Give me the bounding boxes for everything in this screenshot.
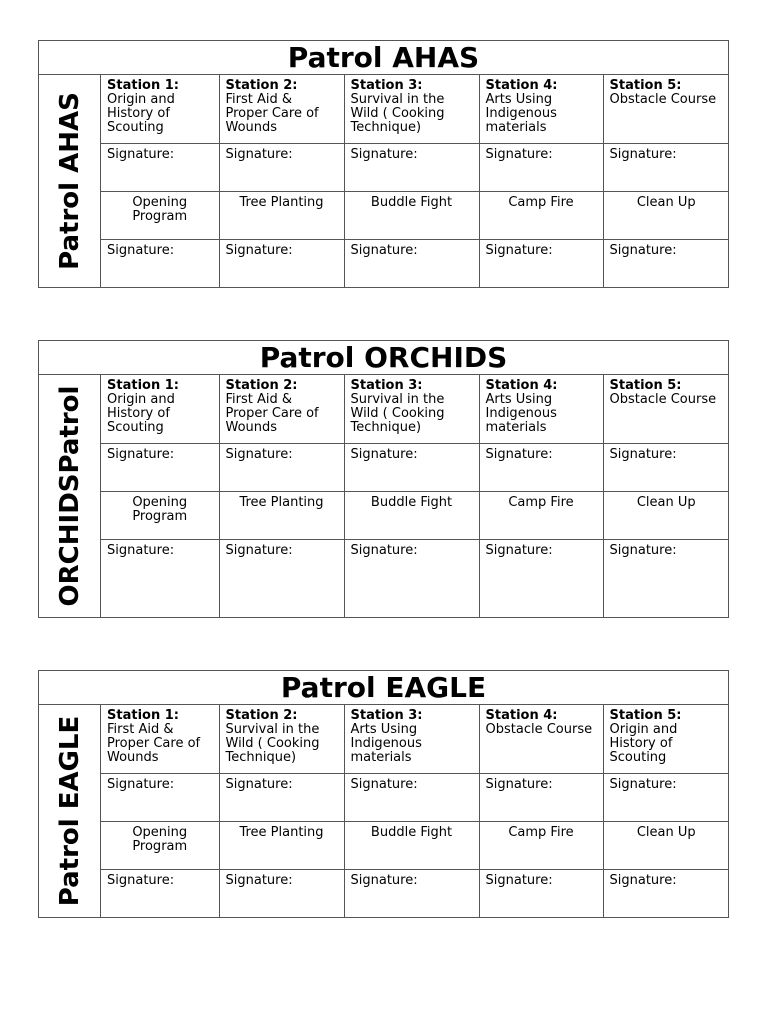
signature-cell[interactable]: [344, 239, 479, 287]
station-label: Station 3:: [350, 78, 423, 93]
signature-label: Signature:: [225, 146, 293, 162]
signature-cell[interactable]: [101, 869, 219, 917]
station-cell: [603, 375, 729, 443]
station-label: Station 1:: [107, 78, 179, 93]
signature-cell[interactable]: [479, 869, 603, 917]
station-name: Origin and History of Scouting: [107, 92, 175, 135]
station-cell: [479, 705, 603, 773]
station-name: Obstacle Course: [609, 392, 717, 407]
signature-cell[interactable]: [344, 773, 479, 821]
station-name: Arts Using Indigenous materials: [350, 722, 422, 765]
activity-cell: [219, 491, 344, 539]
patrol-body: [39, 75, 728, 287]
station-cell: [603, 75, 729, 143]
station-name: Survival in the Wild ( Cooking Technique): [225, 722, 320, 765]
station-name: First Aid & Proper Care of Wounds: [225, 92, 319, 135]
patrol-title: Patrol EAGLE: [39, 671, 728, 705]
patrol-card: [38, 340, 729, 618]
signature-cell[interactable]: [344, 869, 479, 917]
signature-label: Signature:: [350, 542, 418, 558]
activity-name: Camp Fire: [508, 494, 574, 510]
signature-cell[interactable]: [101, 143, 219, 191]
signature-cell[interactable]: [479, 539, 603, 617]
side-label-text: Patrol EAGLE: [54, 715, 85, 907]
station-label: Station 3:: [350, 708, 423, 723]
station-label: Station 2:: [225, 708, 298, 723]
signature-cell[interactable]: [219, 443, 344, 491]
signature-label: Signature:: [609, 146, 677, 162]
patrol-title: Patrol AHAS: [39, 41, 728, 75]
signature-label: Signature:: [609, 446, 677, 462]
station-name: First Aid & Proper Care of Wounds: [107, 722, 201, 765]
signature-cell[interactable]: [101, 443, 219, 491]
patrol-side-label: [39, 375, 101, 617]
station-cell: [479, 75, 603, 143]
signature-label: Signature:: [485, 446, 553, 462]
station-label: Station 2:: [225, 78, 298, 93]
activity-cell: [603, 191, 729, 239]
patrol-side-label: [39, 75, 101, 287]
activity-name: Buddle Fight: [370, 494, 453, 510]
activity-name: Camp Fire: [508, 194, 574, 210]
signature-cell[interactable]: [603, 869, 729, 917]
station-table: [101, 705, 729, 917]
signature-cell[interactable]: [479, 143, 603, 191]
signature-label: Signature:: [107, 446, 175, 462]
activity-name: Opening Program: [132, 824, 188, 854]
signature-cell[interactable]: [344, 443, 479, 491]
signature-label: Signature:: [350, 242, 418, 258]
station-name: Origin and History of Scouting: [609, 722, 678, 765]
signature-cell[interactable]: [344, 539, 479, 617]
station-name: Arts Using Indigenous materials: [485, 92, 557, 135]
station-label: Station 5:: [609, 378, 682, 393]
station-label: Station 3:: [350, 378, 423, 393]
activity-name: Tree Planting: [239, 494, 324, 510]
station-table: [101, 375, 729, 617]
activity-name: Camp Fire: [508, 824, 574, 840]
station-cell: [344, 75, 479, 143]
signature-label: Signature:: [225, 446, 293, 462]
activity-name: Clean Up: [636, 194, 696, 210]
signature-label: Signature:: [107, 242, 175, 258]
signature-cell[interactable]: [603, 443, 729, 491]
signature-cell[interactable]: [479, 443, 603, 491]
signature-label: Signature:: [609, 542, 677, 558]
signature-label: Signature:: [225, 242, 293, 258]
signature-label: Signature:: [107, 872, 175, 888]
activity-cell: [344, 191, 479, 239]
signature-cell[interactable]: [219, 773, 344, 821]
signature-cell[interactable]: [219, 539, 344, 617]
signature-cell[interactable]: [101, 773, 219, 821]
station-cell: [344, 375, 479, 443]
patrol-title: Patrol ORCHIDS: [39, 341, 728, 375]
station-cell: [219, 75, 344, 143]
activity-name: Clean Up: [636, 824, 696, 840]
signature-cell[interactable]: [219, 143, 344, 191]
signature-label: Signature:: [225, 872, 293, 888]
station-name: Survival in the Wild ( Cooking Technique): [350, 92, 445, 135]
station-cell: [101, 375, 219, 443]
patrol-card: [38, 40, 729, 288]
station-name: Arts Using Indigenous materials: [485, 392, 557, 435]
patrol-card: [38, 670, 729, 918]
station-label: Station 4:: [485, 708, 558, 723]
activity-cell: [344, 821, 479, 869]
station-cell: [101, 705, 219, 773]
signature-cell[interactable]: [219, 869, 344, 917]
activity-name: Opening Program: [132, 494, 188, 524]
signature-label: Signature:: [485, 776, 553, 792]
signature-label: Signature:: [225, 776, 293, 792]
signature-label: Signature:: [485, 242, 553, 258]
signature-cell[interactable]: [603, 143, 729, 191]
patrol-side-label: [39, 705, 101, 917]
signature-label: Signature:: [107, 542, 175, 558]
station-name: Origin and History of Scouting: [107, 392, 175, 435]
signature-label: Signature:: [107, 776, 175, 792]
activity-name: Clean Up: [636, 494, 696, 510]
side-label-text: ORCHIDSPatrol: [54, 385, 85, 607]
signature-label: Signature:: [485, 872, 553, 888]
signature-label: Signature:: [609, 242, 677, 258]
activity-cell: [101, 191, 219, 239]
activity-cell: [603, 491, 729, 539]
activity-name: Tree Planting: [239, 824, 324, 840]
station-label: Station 1:: [107, 708, 179, 723]
station-label: Station 4:: [485, 78, 558, 93]
signature-label: Signature:: [350, 446, 418, 462]
signature-label: Signature:: [350, 872, 418, 888]
signature-label: Signature:: [485, 146, 553, 162]
signature-cell[interactable]: [479, 773, 603, 821]
signature-cell[interactable]: [101, 539, 219, 617]
activity-name: Tree Planting: [239, 194, 324, 210]
activity-cell: [479, 491, 603, 539]
activity-cell: [101, 821, 219, 869]
activity-name: Buddle Fight: [370, 824, 453, 840]
activity-cell: [603, 821, 729, 869]
signature-cell[interactable]: [603, 239, 729, 287]
station-name: Obstacle Course: [485, 722, 593, 737]
station-cell: [101, 75, 219, 143]
signature-cell[interactable]: [603, 539, 729, 617]
station-name: Obstacle Course: [609, 92, 717, 107]
patrol-body: [39, 705, 728, 917]
activity-cell: [479, 821, 603, 869]
activity-cell: [344, 491, 479, 539]
activity-cell: [219, 191, 344, 239]
signature-label: Signature:: [350, 146, 418, 162]
signature-cell[interactable]: [344, 143, 479, 191]
activity-name: Opening Program: [132, 194, 188, 224]
station-table: [101, 75, 729, 287]
activity-cell: [101, 491, 219, 539]
station-name: First Aid & Proper Care of Wounds: [225, 392, 319, 435]
activity-cell: [219, 821, 344, 869]
station-cell: [479, 375, 603, 443]
activity-name: Buddle Fight: [370, 194, 453, 210]
station-label: Station 2:: [225, 378, 298, 393]
station-cell: [603, 705, 729, 773]
signature-label: Signature:: [609, 776, 677, 792]
station-cell: [219, 705, 344, 773]
side-label-text: Patrol AHAS: [54, 92, 85, 270]
signature-label: Signature:: [107, 146, 175, 162]
patrol-body: [39, 375, 728, 617]
station-name: Survival in the Wild ( Cooking Technique): [350, 392, 445, 435]
signature-label: Signature:: [225, 542, 293, 558]
station-cell: [219, 375, 344, 443]
station-cell: [344, 705, 479, 773]
signature-label: Signature:: [350, 776, 418, 792]
activity-cell: [479, 191, 603, 239]
signature-cell[interactable]: [603, 773, 729, 821]
station-label: Station 5:: [609, 78, 682, 93]
signature-cell[interactable]: [479, 239, 603, 287]
signature-label: Signature:: [609, 872, 677, 888]
signature-label: Signature:: [485, 542, 553, 558]
signature-cell[interactable]: [219, 239, 344, 287]
station-label: Station 4:: [485, 378, 558, 393]
station-label: Station 1:: [107, 378, 179, 393]
station-label: Station 5:: [609, 708, 682, 723]
signature-cell[interactable]: [101, 239, 219, 287]
